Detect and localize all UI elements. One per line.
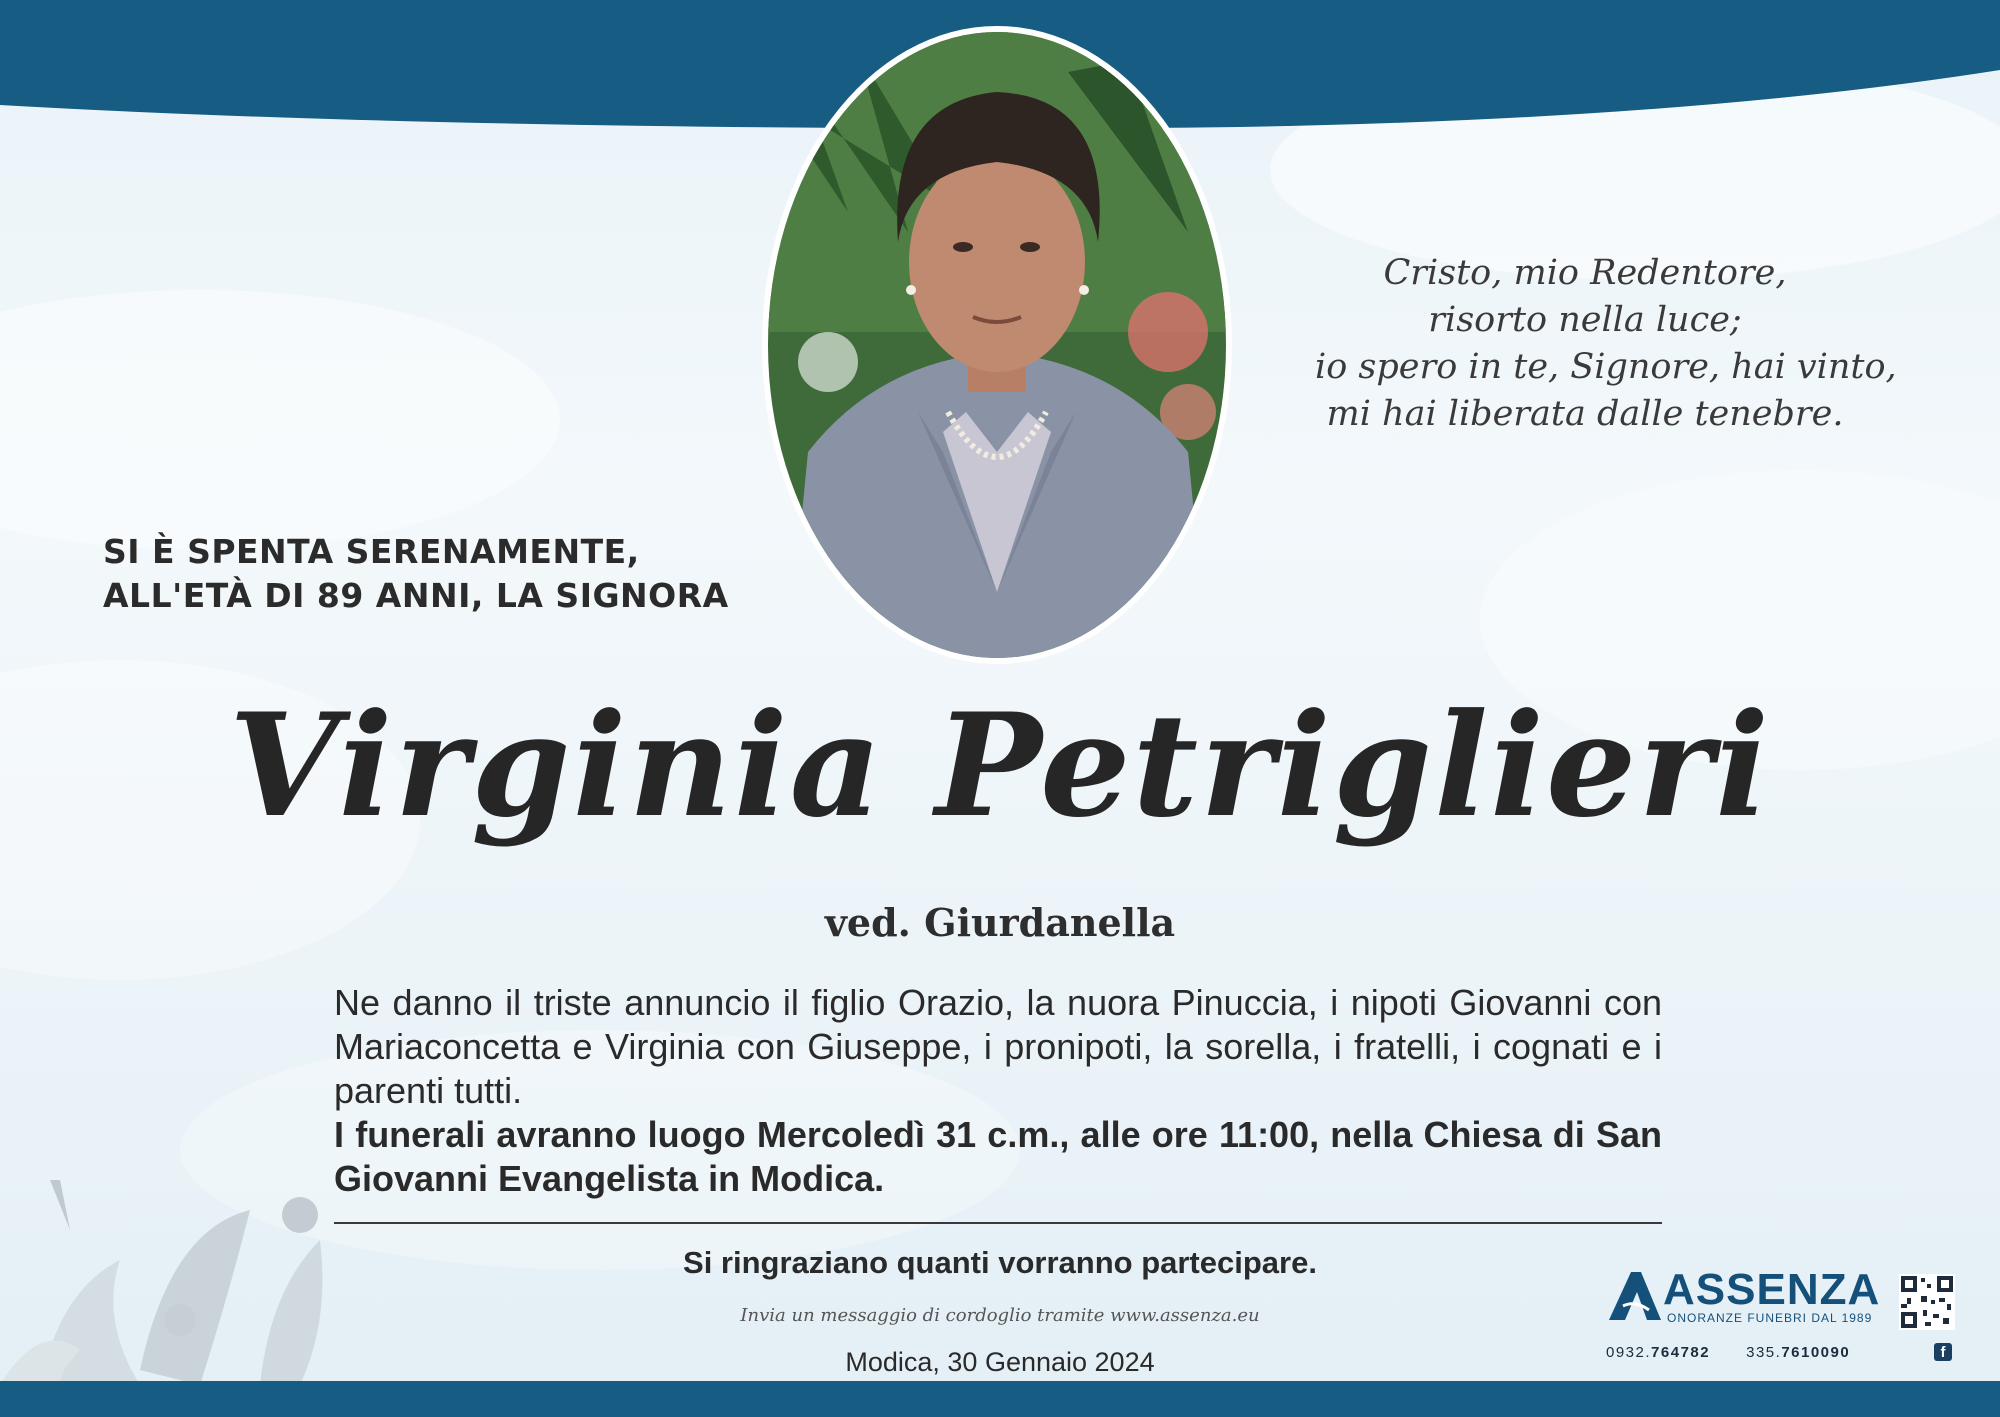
verse-line-1: Cristo, mio Redentore, — [1383, 253, 1787, 293]
bottom-decorative-band — [0, 1381, 2000, 1417]
intro-line-2: ALL'ETÀ DI 89 ANNI, LA SIGNORA — [103, 576, 729, 615]
intro-text — [103, 530, 803, 618]
thanks-text: Si ringraziano quanti vorranno partecipare. — [683, 1245, 1317, 1280]
verse-quote — [1315, 250, 1897, 438]
widow-of: ved. Giurdanella — [824, 900, 1176, 945]
verse-line-3: io spero in te, Signore, hai vinto, — [1315, 347, 1897, 387]
verse-line-2: risorto nella luce; — [1428, 300, 1742, 340]
brand-tagline: ONORANZE FUNEBRI DAL 1989 — [1667, 1311, 1873, 1325]
portrait-photo — [768, 32, 1226, 658]
deceased-name: Virginia Petriglieri — [228, 683, 1772, 849]
qr-code-icon[interactable] — [1899, 1274, 1955, 1330]
divider-line — [334, 1222, 1662, 1224]
announcement — [334, 981, 1662, 1201]
funeral-home-logo — [1605, 1265, 1881, 1328]
phone-1-prefix: 0932. — [1606, 1344, 1652, 1361]
place-date: Modica, 30 Gennaio 2024 — [845, 1347, 1155, 1377]
phone-2-number[interactable]: 7610090 — [1781, 1344, 1851, 1361]
funeral-details: I funerali avranno luogo Mercoledì 31 c.m., alle ore 11:00, nella Chiesa di San Giovanni Evangelista in Modica. — [334, 1114, 1662, 1199]
brand-name: ASSENZA — [1663, 1265, 1881, 1314]
verse-line-4: mi hai liberata dalle tenebre. — [1326, 394, 1844, 434]
phone-1-number[interactable]: 764782 — [1651, 1344, 1711, 1361]
phone-2-prefix: 335. — [1746, 1344, 1782, 1361]
angel-statues-image — [0, 1170, 400, 1385]
assenza-logo-icon — [1605, 1270, 1663, 1320]
facebook-icon[interactable]: f — [1934, 1343, 1952, 1361]
phone-numbers — [1606, 1344, 1850, 1361]
condolence-link-text[interactable]: Invia un messaggio di cordoglio tramite www.assenza.eu — [740, 1305, 1260, 1326]
intro-line-1: SI È SPENTA SERENAMENTE, — [103, 532, 640, 571]
family-announcement: Ne danno il triste annuncio il figlio Orazio, la nuora Pinuccia, i nipoti Giovanni con Mariaconcetta e Virginia con Giuseppe, i pronipoti, la sorella, i fratelli, i cognati e i parenti tutti. — [334, 982, 1662, 1111]
